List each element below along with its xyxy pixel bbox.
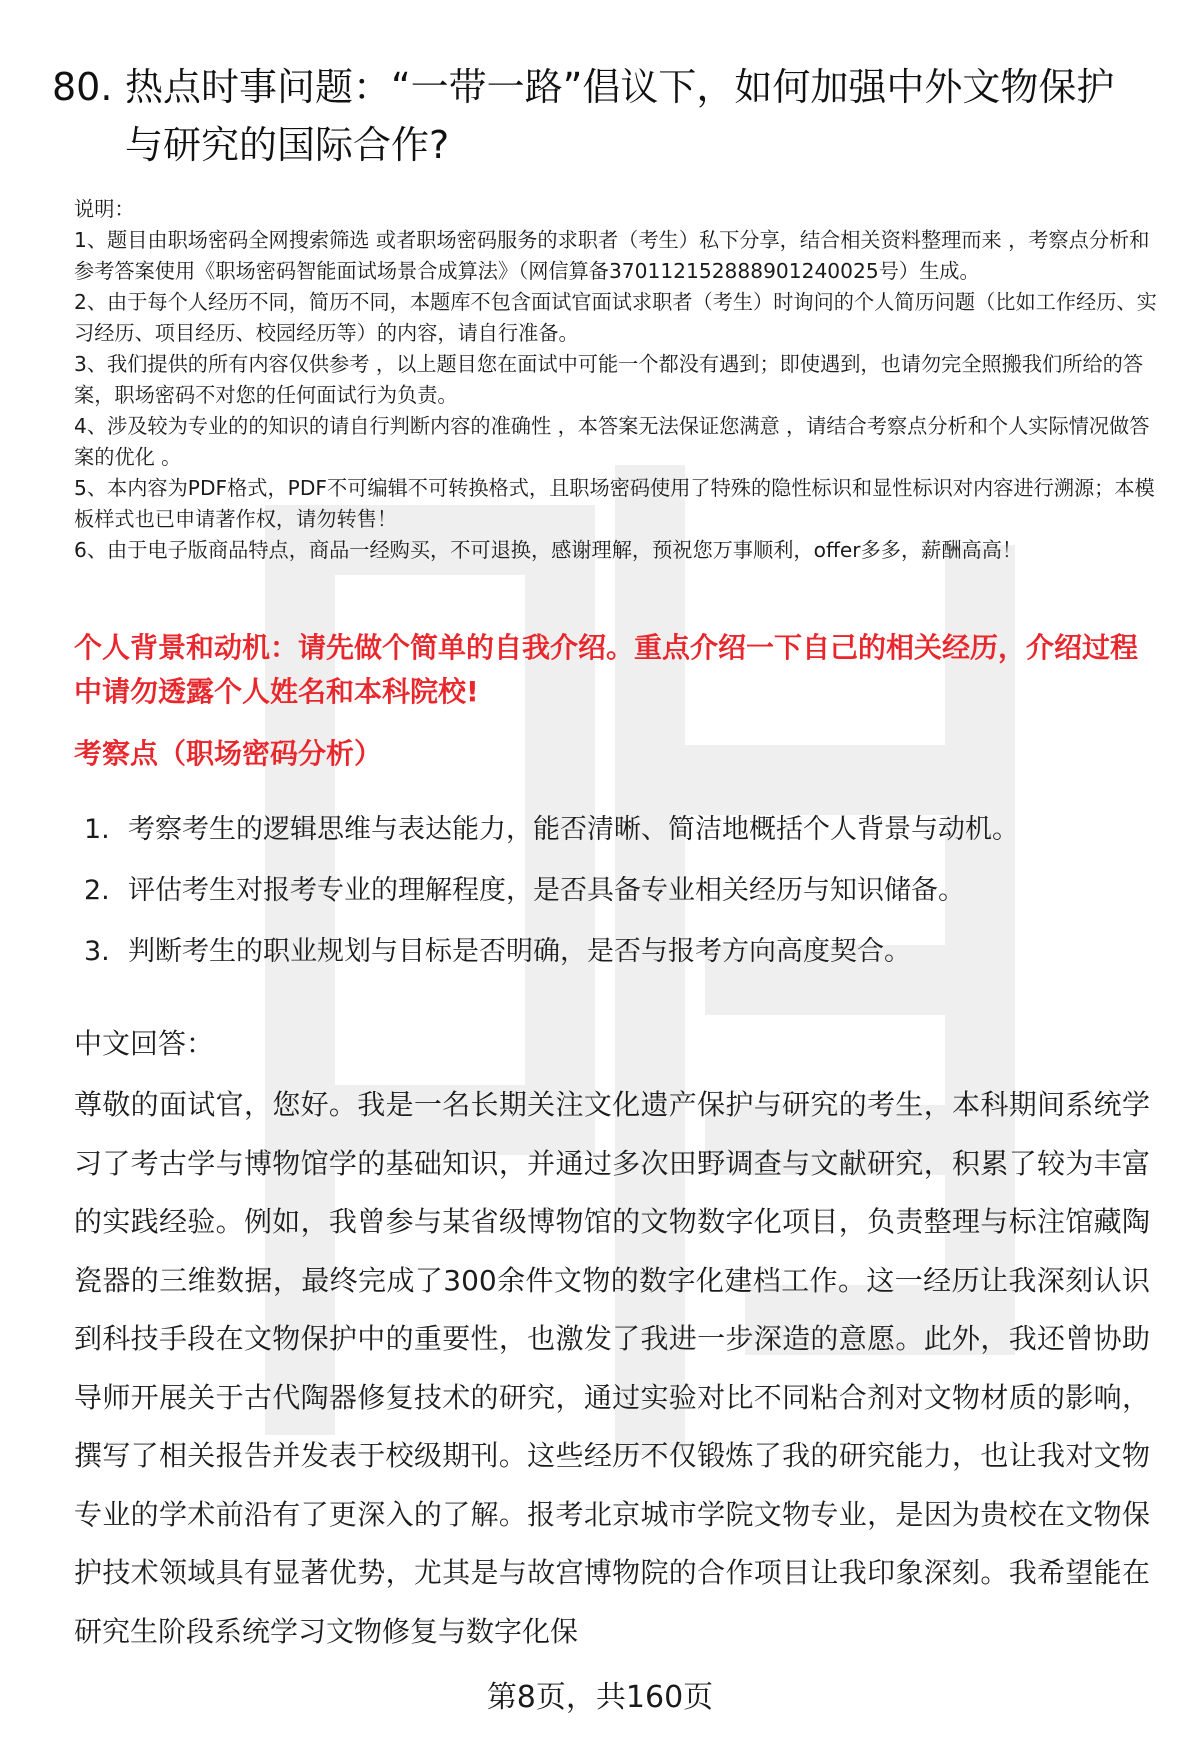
point-number: 1. [84,814,110,845]
note-item: 4、涉及较为专业的的知识的请自行判断内容的准确性 ，本答案无法保证您满意 ，请结合考察点分析和个人实际情况做答案的优化 。 [74,414,1150,469]
note-item: 1、题目由职场密码全网搜索筛选 或者职场密码服务的求职者（考生）私下分享，结合相关资料整理而来 ，考察点分析和参考答案使用《职场密码智能面试场景合成算法》（网信算备370112152888901240025号）生成。 [74,228,1150,283]
point-text: 判断考生的职业规划与目标是否明确，是否与报考方向高度契合。 [128,936,911,967]
notes-heading: 说明： [74,197,135,221]
analysis-point [84,871,1164,911]
analysis-point [84,932,1164,972]
disclaimer-notes [74,194,1164,566]
point-text: 考察考生的逻辑思维与表达能力，能否清晰、简洁地概括个人背景与动机。 [128,814,1019,845]
note-item: 3、我们提供的所有内容仅供参考 ，以上题目您在面试中可能一个都没有遇到；即使遇到，也请勿完全照搬我们所给的答案，职场密码不对您的任何面试行为负责。 [74,352,1144,407]
analysis-points [84,810,1164,993]
question-number: 80. [52,65,113,109]
analysis-point [84,810,1164,850]
note-item: 5、本内容为PDF格式，PDF不可编辑不可转换格式，且职场密码使用了特殊的隐性标识和显性标识对内容进行溯源；本模板样式也已申请著作权，请勿转售！ [74,476,1155,531]
answer-label: 中文回答： [74,1027,215,1060]
answer-text: 尊敬的面试官，您好。我是一名长期关注文化遗产保护与研究的考生，本科期间系统学习了考古学与博物馆学的基础知识，并通过多次田野调查与文献研究，积累了较为丰富的实践经验。例如，我曾参与某省级博物馆的文物数字化项目，负责整理与标注馆藏陶瓷器的三维数据，最终完成了300余件文物的数字化建档工作。这一经历让我深刻认识到科技手段在文物保护中的重要性，也激发了我进一步深造的意愿。此外，我还曾协助导师开展关于古代陶器修复技术的研究，通过实验对比不同粘合剂对文物材质的影响，撰写了相关报告并发表于校级期刊。这些经历不仅锻炼了我的研究能力，也让我对文物专业的学术前沿有了更深入的了解。报考北京城市学院文物专业，是因为贵校在文物保护技术领域具有显著优势，尤其是与故宫博物院的合作项目让我印象深刻。我希望能在研究生阶段系统学习文物修复与数字化保 [74,1088,1150,1648]
page-footer: 第8页，共160页 [486,1680,714,1715]
point-number: 2. [84,875,110,906]
point-number: 3. [84,936,110,967]
background-heading: 个人背景和动机：请先做个简单的自我介绍。重点介绍一下自己的相关经历，介绍过程中请勿透露个人姓名和本科院校! [74,631,1139,708]
analysis-heading: 考察点（职场密码分析） [74,737,383,770]
note-item: 2、由于每个人经历不同，简历不同，本题库不包含面试官面试求职者（考生）时询问的个人简历问题（比如工作经历、实习经历、项目经历、校园经历等）的内容，请自行准备。 [74,290,1157,345]
note-item: 6、由于电子版商品特点，商品一经购买，不可退换，感谢理解，预祝您万事顺利，offer多多，薪酬高高！ [74,538,1023,562]
point-text: 评估考生对报考专业的理解程度，是否具备专业相关经历与知识储备。 [128,875,965,906]
question-title [52,58,1152,174]
question-text: 热点时事问题：“一带一路”倡议下，如何加强中外文物保护与研究的国际合作? [125,65,1115,167]
